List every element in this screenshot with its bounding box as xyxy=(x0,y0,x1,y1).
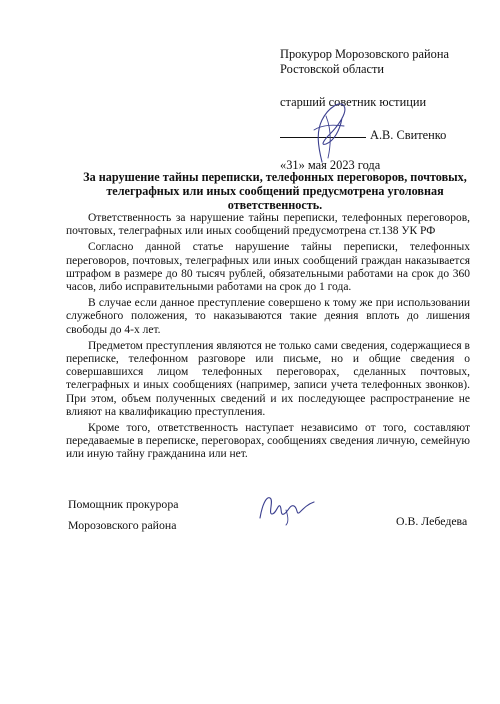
approval-block xyxy=(280,47,490,173)
approval-signature-line xyxy=(280,128,490,143)
paragraph-1: Ответственность за нарушение тайны переписки, телефонных переговоров, почтовых, телеграфных или иных сообщений предусмотрена ст.138 УК РФ xyxy=(66,212,470,238)
approval-signer-name: А.В. Свитенко xyxy=(370,128,447,142)
approval-date: «31» мая 2023 года xyxy=(280,158,381,172)
assistant-signer-name: О.В. Лебедева xyxy=(396,514,468,528)
assistant-position xyxy=(68,494,178,536)
document-body xyxy=(66,212,470,465)
paragraph-5: Кроме того, ответственность наступает независимо от того, составляют передаваемые в переписке, переговорах, сообщениях сведения личную, семейную или иную тайну гражданина или нет. xyxy=(66,422,470,461)
paragraph-4: Предметом преступления являются не только сами сведения, содержащиеся в переписке, телефонном разговоре или письме, но и общие сведения о совершавшихся лицом телефонных переговорах, сделанных почтовых, телеграфных и иных сообщениях (например, записи учета телефонных звонков). При этом, объем полученных сведений и их последующее распространение не влияют на квалификацию преступления. xyxy=(66,339,470,418)
assistant-signature-icon xyxy=(256,490,318,526)
paragraph-2: Согласно данной статье нарушение тайны переписки, телефонных переговоров, почтовых, телеграфных или иных сообщений граждан наказывается штрафом в размере до 80 тысяч рублей, обязательными работами на срок до 360 часов, либо исправительными работами на срок до 1 года. xyxy=(66,241,470,294)
assistant-position-line2: Морозовского района xyxy=(68,518,177,532)
assistant-position-line1: Помощник прокурора xyxy=(68,497,179,511)
approval-position-line2: Ростовской области xyxy=(280,62,385,76)
approval-position-line1: Прокурор Морозовского района xyxy=(280,47,449,61)
approval-rank: старший советник юстиции xyxy=(280,95,427,109)
document-title: За нарушение тайны переписки, телефонных переговоров, почтовых, телеграфных или иных сообщений предусмотрена уголовная ответственность. xyxy=(83,170,467,213)
paragraph-3: В случае если данное преступление совершено к тому же при использовании служебного положения, то наказываются такие деяния вплоть до лишения свободы до 4-х лет. xyxy=(66,297,470,336)
signature-underline xyxy=(280,137,366,138)
